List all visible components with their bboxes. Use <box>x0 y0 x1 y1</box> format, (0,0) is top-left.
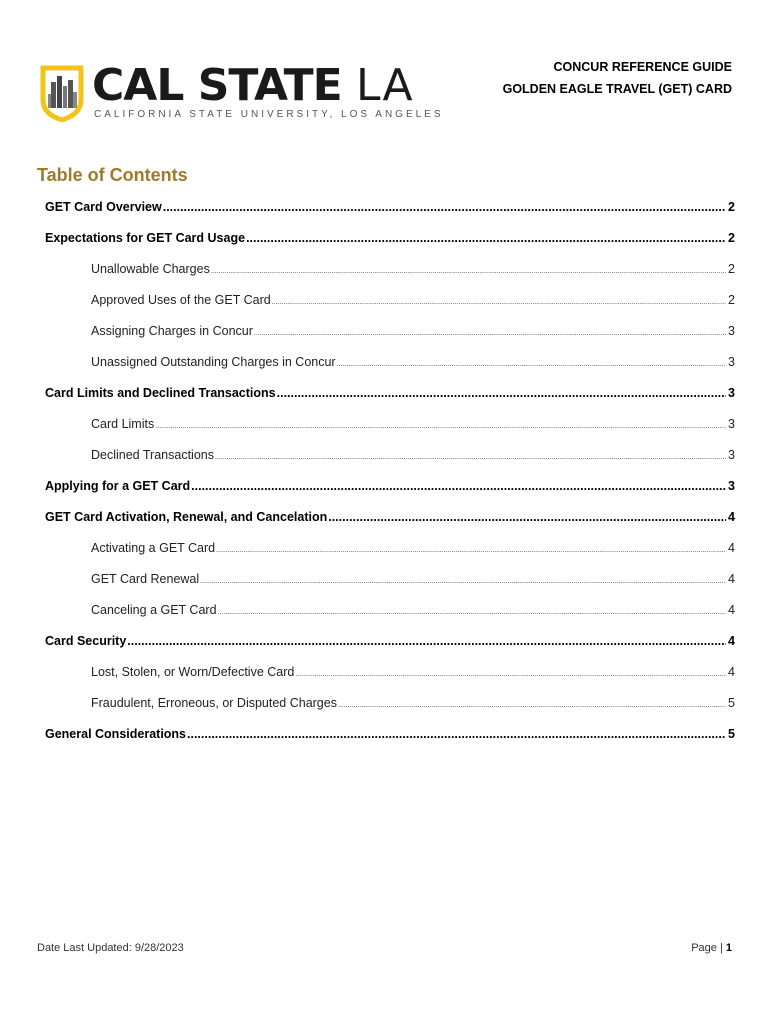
toc-leader-dots <box>277 386 726 400</box>
toc-leader-dots <box>246 231 726 245</box>
toc-entry[interactable] <box>45 696 735 727</box>
toc-entry-title: GET Card Renewal <box>91 572 200 586</box>
toc-entry-page: 3 <box>728 386 735 400</box>
toc-entry-page: 4 <box>728 541 735 555</box>
logo-subtitle: CALIFORNIA STATE UNIVERSITY, LOS ANGELES <box>94 109 444 120</box>
toc-entry-title: Approved Uses of the GET Card <box>91 293 271 307</box>
toc-entry-page: 3 <box>728 324 735 338</box>
toc-entry-page: 3 <box>728 355 735 369</box>
toc-leader-dots <box>191 479 726 493</box>
toc-entry-title: Fraudulent, Erroneous, or Disputed Charges <box>91 696 337 710</box>
toc-entry[interactable] <box>45 541 735 572</box>
toc-entry-title: Card Limits and Declined Transactions <box>45 386 276 400</box>
toc-entry-title: Card Security <box>45 634 127 648</box>
toc-leader-dots <box>337 361 726 368</box>
toc-heading: Table of Contents <box>37 165 188 185</box>
toc-leader-dots <box>187 727 726 741</box>
toc-leader-dots <box>215 454 726 461</box>
toc-entry-title: Activating a GET Card <box>91 541 216 555</box>
toc-entry[interactable] <box>45 479 735 510</box>
toc-entry[interactable] <box>45 572 735 603</box>
toc-entry-title: Expectations for GET Card Usage <box>45 231 246 245</box>
toc-leader-dots <box>155 423 726 430</box>
toc-entry-page: 2 <box>728 293 735 307</box>
toc-entry-page: 4 <box>728 665 735 679</box>
toc-leader-dots <box>127 634 726 648</box>
table-of-contents <box>45 200 735 758</box>
toc-entry-page: 5 <box>728 727 735 741</box>
document-title-block <box>503 56 732 100</box>
toc-entry-page: 4 <box>728 603 735 617</box>
toc-entry[interactable] <box>45 231 735 262</box>
toc-entry-title: Card Limits <box>91 417 155 431</box>
toc-entry[interactable] <box>45 293 735 324</box>
golden-eagle-emblem-icon <box>37 60 87 122</box>
toc-entry-page: 3 <box>728 417 735 431</box>
toc-entry-title: GET Card Overview <box>45 200 162 214</box>
toc-entry-page: 2 <box>728 231 735 245</box>
toc-entry-title: Canceling a GET Card <box>91 603 217 617</box>
toc-entry-page: 5 <box>728 696 735 710</box>
toc-entry[interactable] <box>45 355 735 386</box>
toc-entry-page: 4 <box>728 510 735 524</box>
toc-entry-title: Assigning Charges in Concur <box>91 324 253 338</box>
toc-entry-page: 3 <box>728 479 735 493</box>
toc-entry[interactable] <box>45 603 735 634</box>
toc-entry[interactable] <box>45 727 735 758</box>
footer-page: Page | 1 <box>691 942 732 954</box>
toc-entry[interactable] <box>45 510 735 541</box>
toc-leader-dots <box>211 268 726 275</box>
toc-leader-dots <box>200 578 726 585</box>
toc-entry-title: Unallowable Charges <box>91 262 210 276</box>
university-logo <box>37 60 444 122</box>
footer-date: Date Last Updated: 9/28/2023 <box>37 942 184 954</box>
toc-leader-dots <box>216 547 726 554</box>
toc-leader-dots <box>328 510 726 524</box>
toc-leader-dots <box>338 702 726 709</box>
document-title-line1: CONCUR REFERENCE GUIDE <box>553 60 732 74</box>
toc-leader-dots <box>272 299 726 306</box>
toc-entry[interactable] <box>45 262 735 293</box>
toc-entry[interactable] <box>45 634 735 665</box>
toc-entry-page: 2 <box>728 200 735 214</box>
toc-entry[interactable] <box>45 448 735 479</box>
footer-page-number: 1 <box>725 942 732 954</box>
toc-entry-title: Applying for a GET Card <box>45 479 191 493</box>
toc-entry[interactable] <box>45 417 735 448</box>
toc-entry-title: Unassigned Outstanding Charges in Concur <box>91 355 336 369</box>
toc-leader-dots <box>163 200 726 214</box>
toc-leader-dots <box>254 330 726 337</box>
toc-entry[interactable] <box>45 665 735 696</box>
toc-leader-dots <box>295 671 726 678</box>
toc-entry-page: 3 <box>728 448 735 462</box>
toc-entry[interactable] <box>45 386 735 417</box>
toc-entry[interactable] <box>45 200 735 231</box>
toc-leader-dots <box>218 609 727 616</box>
toc-entry[interactable] <box>45 324 735 355</box>
toc-entry-page: 2 <box>728 262 735 276</box>
toc-entry-title: GET Card Activation, Renewal, and Cancelation <box>45 510 328 524</box>
toc-entry-title: Declined Transactions <box>91 448 214 462</box>
logo-wordmark: CAL STATE LA <box>92 60 414 111</box>
toc-entry-title: Lost, Stolen, or Worn/Defective Card <box>91 665 295 679</box>
toc-entry-title: General Considerations <box>45 727 187 741</box>
document-title-line2: GOLDEN EAGLE TRAVEL (GET) CARD <box>502 82 732 96</box>
toc-entry-page: 4 <box>728 572 735 586</box>
toc-entry-page: 4 <box>728 634 735 648</box>
